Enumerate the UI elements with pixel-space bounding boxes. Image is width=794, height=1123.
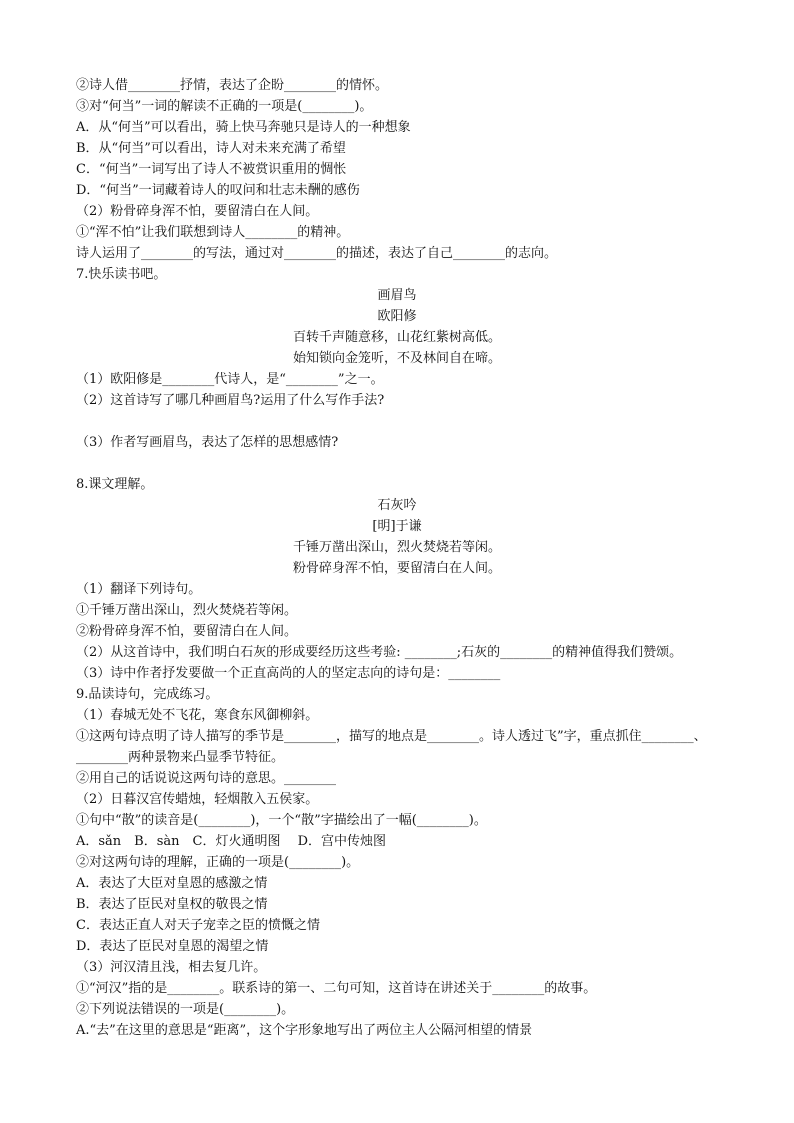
question-line: （2）从这首诗中，我们明白石灰的形成要经历这些考验: ________;石灰的________的精神值得我们赞颂。 — [76, 645, 683, 660]
poem-line: 始知锁向金笼听，不及林间自在啼。 — [292, 351, 501, 366]
poem-author: 欧阳修 — [377, 309, 417, 324]
question-line: （1）翻译下列诗句。 — [76, 582, 202, 597]
question-line: （3）作者写画眉鸟，表达了怎样的思想感情? — [76, 435, 339, 450]
question-line: 诗人运用了________的写法，通过对________的描述，表达了自己________的志向。 — [76, 246, 558, 261]
poem-line: 百转千声随意移，山花红紫树高低。 — [292, 330, 501, 345]
question-line: ②下列说法错误的一项是(________)。 — [76, 1002, 295, 1017]
question-line: （3）诗中作者抒发要做一个正直高尚的人的坚定志向的诗句是：________ — [76, 666, 501, 681]
option-line: B．从“何当”可以看出，诗人对未来充满了希望 — [76, 141, 346, 156]
option-line: D．“何当”一词藏着诗人的叹问和壮志未酬的感伤 — [76, 183, 360, 198]
section-heading: 9.品读诗句，完成练习。 — [76, 687, 219, 702]
question-line: ③对“何当”一词的解读不正确的一项是(________)。 — [76, 99, 373, 114]
option-line: B．表达了臣民对皇权的敬畏之情 — [76, 897, 268, 912]
section-heading: 8.课文理解。 — [76, 477, 154, 492]
question-line: （3）河汉清且浅，相去复几许。 — [76, 960, 267, 975]
poem-title: 画眉鸟 — [377, 288, 417, 303]
question-line: （2）日暮汉宫传蜡烛，轻烟散入五侯家。 — [76, 792, 319, 807]
question-line: ②对这两句诗的理解，正确的一项是(________)。 — [76, 855, 360, 870]
option-line: A.“去”在这里的意思是“距离”，这个字形象地写出了两位主人公隔河相望的情景 — [76, 1023, 533, 1038]
poem-line: 粉骨碎身浑不怕，要留清白在人间。 — [292, 561, 501, 576]
question-line: （2）这首诗写了哪几种画眉鸟?运用了什么写作手法? — [76, 393, 385, 408]
option-line: A．表达了大臣对皇恩的感激之情 — [76, 876, 268, 891]
question-line: ①句中“散”的读音是(________)，一个“散”字描绘出了一幅(________)。 — [76, 813, 487, 828]
question-line: ①这两句诗点明了诗人描写的季节是________，描写的地点是________。诗人透过飞”字，重点抓住________、 — [76, 729, 707, 744]
option-line: D．表达了臣民对皇恩的渴望之情 — [76, 939, 269, 954]
question-line: （1）欧阳修是________代诗人，是“________”之一。 — [76, 372, 384, 387]
question-line: （2）粉骨碎身浑不怕，要留清白在人间。 — [76, 204, 319, 219]
question-line: ①千锤万凿出深山，烈火焚烧若等闲。 — [76, 603, 298, 618]
option-line: C．“何当”一词写出了诗人不被赏识重用的惆怅 — [76, 162, 347, 177]
question-line: ①“浑不怕”让我们联想到诗人________的精神。 — [76, 225, 350, 240]
poem-author: [明]于谦 — [372, 519, 422, 534]
question-line: （1）春城无处不飞花，寒食东风御柳斜。 — [76, 708, 319, 723]
option-line: A．从“何当”可以看出，骑上快马奔驰只是诗人的一种想象 — [76, 120, 411, 135]
option-line: C．表达正直人对天子宠幸之臣的愤慨之情 — [76, 918, 320, 933]
question-line: ①“河汉”指的是________。联系诗的第一、二句可知，这首诗在讲述关于________的故事。 — [76, 981, 597, 996]
section-heading: 7.快乐读书吧。 — [76, 267, 167, 282]
question-line: ________两种景物来凸显季节特征。 — [76, 750, 285, 765]
option-line: A．sǎn B．sàn C．灯火通明图 D．宫中传烛图 — [76, 834, 387, 849]
poem-title: 石灰吟 — [377, 498, 417, 513]
poem-line: 千锤万凿出深山，烈火焚烧若等闲。 — [292, 540, 501, 555]
question-line: ②诗人借________抒情，表达了企盼________的情怀。 — [76, 78, 389, 93]
question-line: ②用自己的话说说这两句诗的意思。________ — [76, 771, 337, 786]
question-line: ②粉骨碎身浑不怕，要留清白在人间。 — [76, 624, 298, 639]
